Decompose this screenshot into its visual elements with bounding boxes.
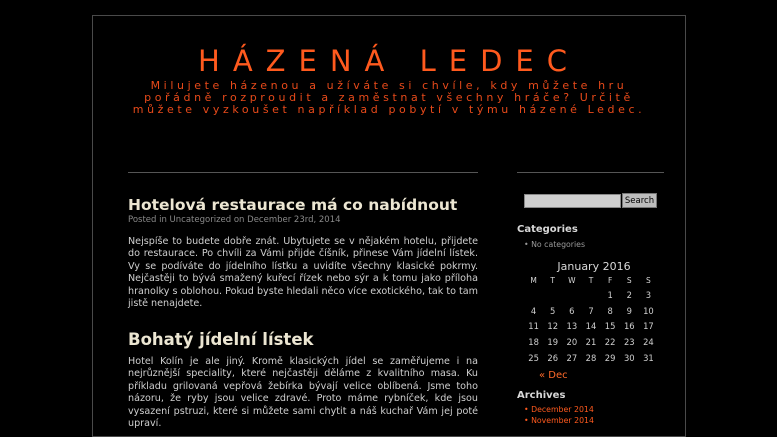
calendar-day: 14 <box>585 321 597 332</box>
calendar-day: 23 <box>623 336 635 347</box>
calendar-day: 31 <box>643 352 654 363</box>
calendar-day: 5 <box>550 305 556 316</box>
calendar-day: 19 <box>547 336 559 347</box>
post-title[interactable]: Bohatý jídelní lístek <box>128 330 314 349</box>
calendar-day: 18 <box>528 336 539 347</box>
calendar-day: 4 <box>530 305 537 316</box>
calendar-day: 25 <box>528 352 539 363</box>
calendar-week <box>524 350 658 366</box>
calendar-week <box>524 287 658 303</box>
search-button[interactable]: Search <box>622 193 657 208</box>
calendar-day: 2 <box>626 289 632 300</box>
tagline-line: Milujete házenou a užíváte si chvíle, kdy můžete hru <box>150 79 628 92</box>
calendar-day: 24 <box>643 336 654 347</box>
calendar-day: 29 <box>604 352 616 363</box>
post-title[interactable]: Hotelová restaurace má co nabídnout <box>128 196 458 214</box>
calendar-day: 26 <box>547 352 559 363</box>
site-title[interactable]: HÁZENÁ LEDEC <box>198 44 580 78</box>
calendar-weekday: T <box>550 275 555 285</box>
calendar-weekday: S <box>646 275 651 285</box>
sidebar-divider <box>517 172 664 173</box>
calendar-day: 22 <box>604 336 616 347</box>
calendar-day: 21 <box>585 336 597 347</box>
post-body: Hotel Kolín je ale jiný. Kromě klasických jídel se zaměřujeme i na nejrůznější speciality, které nejčastěji děláme z kvalitního masa. Ku příkladu grilovaná vepřová žebírka bývají velice oblíbená. Jsme toho názoru, že ryby jsou velice zdravé. Proto máme rybníček, kde jsou vysazení pstruzi, které si můžete sami chytit a náš kuchař Vám jej poté upraví. <box>128 356 478 430</box>
archives-heading: Archives <box>517 390 566 401</box>
calendar-weekday: M <box>530 275 537 285</box>
calendar-weekday: S <box>626 275 632 285</box>
calendar-day: 12 <box>547 321 559 332</box>
post-body: Nejspíše to budete dobře znát. Ubytujete se v nějakém hotelu, přijdete do restaurace. Po chvíli za Vámi přijde číšník, přinese Vám jídelní lístek. Vy se podíváte do jídelního lístku a uvidíte všechny klasické pokrmy. Nejčastěji to bývá smažený kuřecí řízek nebo sýr a k tomu jako příloha hranolky s oblohou. Pokud byste hledali něco více exotického, tak to tam jistě nenajdete. <box>128 236 478 310</box>
calendar-day: 17 <box>643 321 654 332</box>
category-label: No categories <box>531 240 586 249</box>
content-divider <box>128 172 478 173</box>
calendar-day: 15 <box>604 321 616 332</box>
calendar-day: 11 <box>528 321 539 332</box>
calendar-day: 30 <box>623 352 635 363</box>
calendar-weekday: W <box>568 275 576 285</box>
calendar-day: 10 <box>643 305 654 316</box>
calendar-day: 27 <box>566 352 578 363</box>
calendar-day: 8 <box>607 305 613 316</box>
archive-link[interactable]: • November 2014 <box>524 416 594 425</box>
calendar-day: 9 <box>626 305 632 316</box>
categories-heading: Categories <box>517 224 578 235</box>
archive-link[interactable]: • December 2014 <box>524 405 594 414</box>
tagline-line: můžete vyzkoušet například pobytí v týmu házené Ledec. <box>132 103 646 116</box>
calendar-day <box>562 287 581 303</box>
calendar-weekday: F <box>607 275 613 285</box>
site-tagline <box>98 80 680 116</box>
calendar-weekday: T <box>588 275 594 285</box>
calendar-day: 20 <box>566 336 578 347</box>
calendar-day <box>581 287 600 303</box>
calendar-day: 13 <box>566 321 578 332</box>
calendar-week <box>524 334 658 350</box>
archive-link-label[interactable]: December 2014 <box>531 405 594 414</box>
calendar-day: 7 <box>588 305 594 316</box>
calendar <box>524 273 658 365</box>
calendar-day: 16 <box>623 321 635 332</box>
calendar-day: 3 <box>645 289 652 300</box>
calendar-day <box>543 287 562 303</box>
archive-link-label[interactable]: November 2014 <box>531 416 594 425</box>
calendar-week <box>524 303 658 319</box>
search-input[interactable] <box>524 194 621 208</box>
post-meta: Posted in Uncategorized on December 23rd, 2014 <box>128 215 341 225</box>
calendar-prev-link[interactable]: « Dec <box>539 370 568 381</box>
calendar-day: 1 <box>607 289 613 300</box>
calendar-day <box>524 287 543 303</box>
category-item: • No categories <box>524 240 586 249</box>
calendar-day: 6 <box>569 305 575 316</box>
calendar-day: 28 <box>585 352 597 363</box>
calendar-caption: January 2016 <box>557 260 631 273</box>
tagline-line: pořádně rozproudit a zaměstnat všechny hráče? Určitě <box>144 91 634 104</box>
calendar-week <box>524 318 658 334</box>
